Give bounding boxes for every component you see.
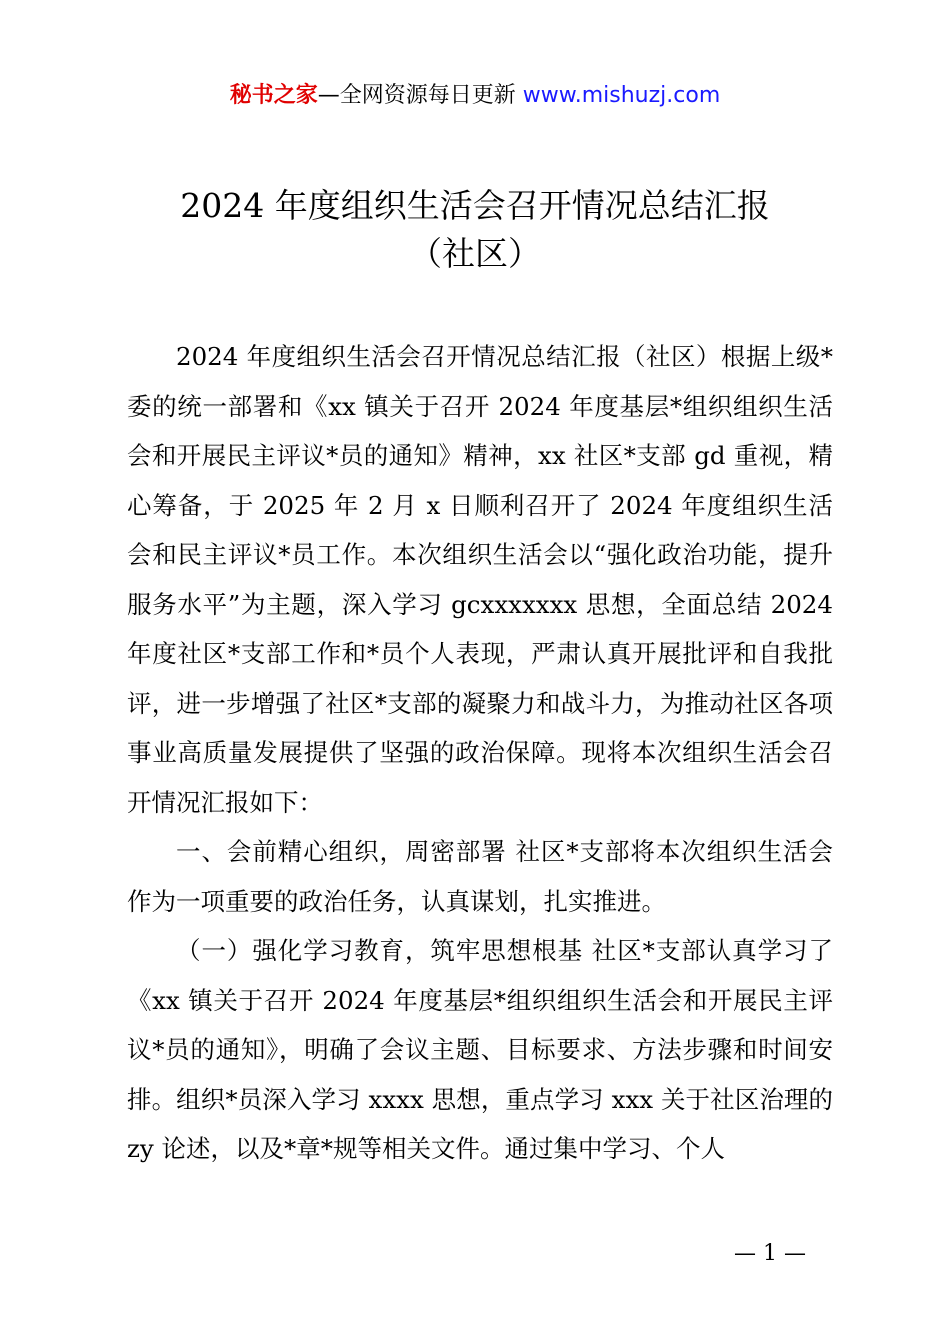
site-url-link[interactable]: www.mishuzj.com: [522, 83, 721, 108]
body-paragraph-section-1: 一、会前精心组织，周密部署 社区*支部将本次组织生活会作为一项重要的政治任务，认真谋划，扎实推进。: [127, 837, 833, 916]
site-banner: [0, 80, 950, 112]
document-title: [0, 182, 950, 278]
title-line-2: （社区）: [409, 234, 541, 273]
body-paragraph-subsection-1: （一）强化学习教育，筑牢思想根基 社区*支部认真学习了《xx 镇关于召开 2024 年度基层*组织组织生活会和开展民主评议*员的通知》，明确了会议主题、目标要求、方法步骤和时间安排。组织*员深入学习 xxxx 思想，重点学习 xxx 关于社区治理的 zy 论述，以及*章*规等相关文件。通过集中学习、个人: [127, 936, 833, 1163]
site-name: 秘书之家: [229, 83, 318, 108]
site-tagline: —全网资源每日更新: [317, 83, 516, 108]
body-paragraph-intro: 2024 年度组织生活会召开情况总结汇报（社区）根据上级*委的统一部署和《xx 镇关于召开 2024 年度基层*组织组织生活会和开展民主评议*员的通知》精神，xx 社区*支部 gd 重视，精心筹备，于 2025 年 2 月 x 日顺利召开了 2024 年度组织生活会和民主评议*员工作。本次组织生活会以“强化政治功能，提升服务水平”为主题，深入学习 gcxxxxxxx 思想，全面总结 2024 年度社区*支部工作和*员个人表现，严肃认真开展批评和自我批评，进一步增强了社区*支部的凝聚力和战斗力，为推动社区各项事业高质量发展提供了坚强的政治保障。现将本次组织生活会召开情况汇报如下：: [127, 342, 833, 817]
document-body: [127, 332, 833, 1174]
title-line-1: 2024 年度组织生活会召开情况总结汇报: [180, 186, 770, 225]
page-number: — 1 —: [734, 1241, 806, 1266]
